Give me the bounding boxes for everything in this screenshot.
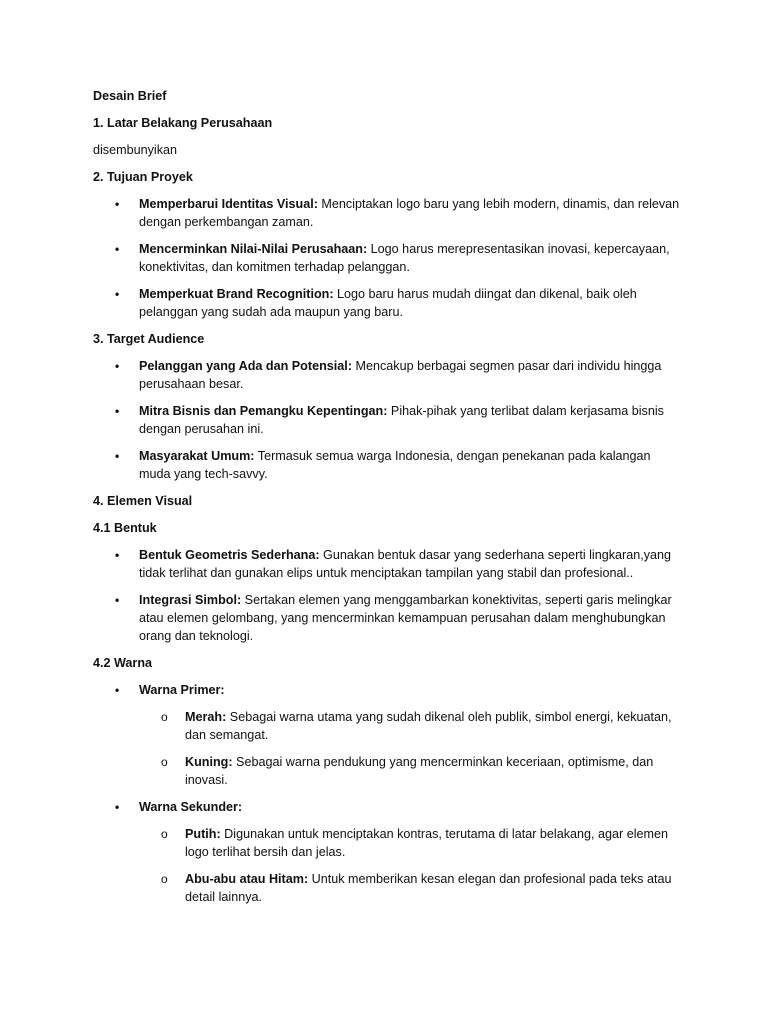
sub-list-item bbox=[139, 753, 683, 789]
list-item-warna-sekunder bbox=[93, 798, 683, 906]
item-label: Memperbarui Identitas Visual: bbox=[139, 197, 318, 211]
list-item bbox=[93, 546, 683, 582]
list-item bbox=[93, 357, 683, 393]
bullet-icon: • bbox=[115, 287, 120, 301]
item-text: Pihak-pihak yang terlibat dalam kerjasama bisnis dengan perusahan ini. bbox=[139, 404, 664, 436]
section-4-2-heading: 4.2 Warna bbox=[93, 656, 153, 670]
item-text: Mencakup berbagai segmen pasar dari individu hingga perusahaan besar. bbox=[139, 359, 662, 391]
list-item bbox=[93, 591, 683, 645]
bullet-icon: • bbox=[115, 242, 120, 256]
list-item-warna-primer bbox=[93, 681, 683, 789]
primary-color-list bbox=[139, 708, 683, 789]
item-label: Merah: bbox=[185, 710, 227, 724]
bullet-icon: • bbox=[115, 548, 120, 562]
bullet-icon: • bbox=[115, 593, 120, 607]
item-text: Untuk memberikan kesan elegan dan profesional pada teks atau detail lainnya. bbox=[185, 872, 672, 904]
list-item bbox=[93, 285, 683, 321]
item-text: Termasuk semua warga Indonesia, dengan penekanan pada kalangan muda yang tech-savvy. bbox=[139, 449, 651, 481]
item-label: Pelanggan yang Ada dan Potensial: bbox=[139, 359, 352, 373]
document-content bbox=[93, 87, 683, 915]
sub-bullet-icon: o bbox=[161, 755, 168, 769]
item-text: Menciptakan logo baru yang lebih modern, dinamis, dan relevan dengan perkembangan zaman. bbox=[139, 197, 680, 229]
item-label: Warna Primer: bbox=[139, 683, 225, 697]
sub-list-item bbox=[139, 708, 683, 744]
item-text: Sebagai warna pendukung yang mencerminkan keceriaan, optimisme, dan inovasi. bbox=[185, 755, 654, 787]
section-2-heading: 2. Tujuan Proyek bbox=[93, 170, 193, 184]
section-4-1-heading: 4.1 Bentuk bbox=[93, 521, 157, 535]
sub-bullet-icon: o bbox=[161, 827, 168, 841]
secondary-color-list bbox=[139, 825, 683, 906]
sub-list-item bbox=[139, 825, 683, 861]
item-label: Bentuk Geometris Sederhana: bbox=[139, 548, 320, 562]
section-4-2-list bbox=[93, 681, 683, 906]
item-label: Kuning: bbox=[185, 755, 233, 769]
item-label: Mencerminkan Nilai-Nilai Perusahaan: bbox=[139, 242, 368, 256]
item-label: Masyarakat Umum: bbox=[139, 449, 255, 463]
list-item bbox=[93, 195, 683, 231]
bullet-icon: • bbox=[115, 449, 120, 463]
list-item bbox=[93, 240, 683, 276]
sub-list-item bbox=[139, 870, 683, 906]
sub-bullet-icon: o bbox=[161, 710, 168, 724]
section-4-heading: 4. Elemen Visual bbox=[93, 494, 193, 508]
item-label: Warna Sekunder: bbox=[139, 800, 243, 814]
bullet-icon: • bbox=[115, 800, 120, 814]
item-text: Sertakan elemen yang menggambarkan konektivitas, seperti garis melingkar atau elemen gelombang, yang mencerminkan kemampuan perusahan dalam menghubungkan orang dan teknologi. bbox=[139, 593, 672, 643]
item-text: Digunakan untuk menciptakan kontras, terutama di latar belakang, agar elemen logo terlihat bersih dan jelas. bbox=[185, 827, 669, 859]
section-2-list bbox=[93, 195, 683, 321]
bullet-icon: • bbox=[115, 683, 120, 697]
item-text: Logo harus merepresentasikan inovasi, kepercayaan, konektivitas, dan komitmen terhadap pelanggan. bbox=[139, 242, 670, 274]
list-item bbox=[93, 402, 683, 438]
item-label: Integrasi Simbol: bbox=[139, 593, 242, 607]
section-4-1-list bbox=[93, 546, 683, 645]
item-label: Mitra Bisnis dan Pemangku Kepentingan: bbox=[139, 404, 388, 418]
section-1-text: disembunyikan bbox=[93, 143, 178, 157]
item-text: Logo baru harus mudah diingat dan dikenal, baik oleh pelanggan yang sudah ada maupun yang baru. bbox=[139, 287, 637, 319]
item-label: Putih: bbox=[185, 827, 221, 841]
document-title: Desain Brief bbox=[93, 89, 167, 103]
bullet-icon: • bbox=[115, 404, 120, 418]
item-label: Abu-abu atau Hitam: bbox=[185, 872, 309, 886]
list-item bbox=[93, 447, 683, 483]
section-3-list bbox=[93, 357, 683, 483]
item-label: Memperkuat Brand Recognition: bbox=[139, 287, 334, 301]
section-3-heading: 3. Target Audience bbox=[93, 332, 205, 346]
item-text: Gunakan bentuk dasar yang sederhana seperti lingkaran,yang tidak terlihat dan gunakan elips untuk menciptakan tampilan yang stabil dan profesional.. bbox=[139, 548, 672, 580]
item-text: Sebagai warna utama yang sudah dikenal oleh publik, simbol energi, kekuatan, dan semangat. bbox=[185, 710, 672, 742]
bullet-icon: • bbox=[115, 197, 120, 211]
section-1-heading: 1. Latar Belakang Perusahaan bbox=[93, 116, 273, 130]
bullet-icon: • bbox=[115, 359, 120, 373]
sub-bullet-icon: o bbox=[161, 872, 168, 886]
